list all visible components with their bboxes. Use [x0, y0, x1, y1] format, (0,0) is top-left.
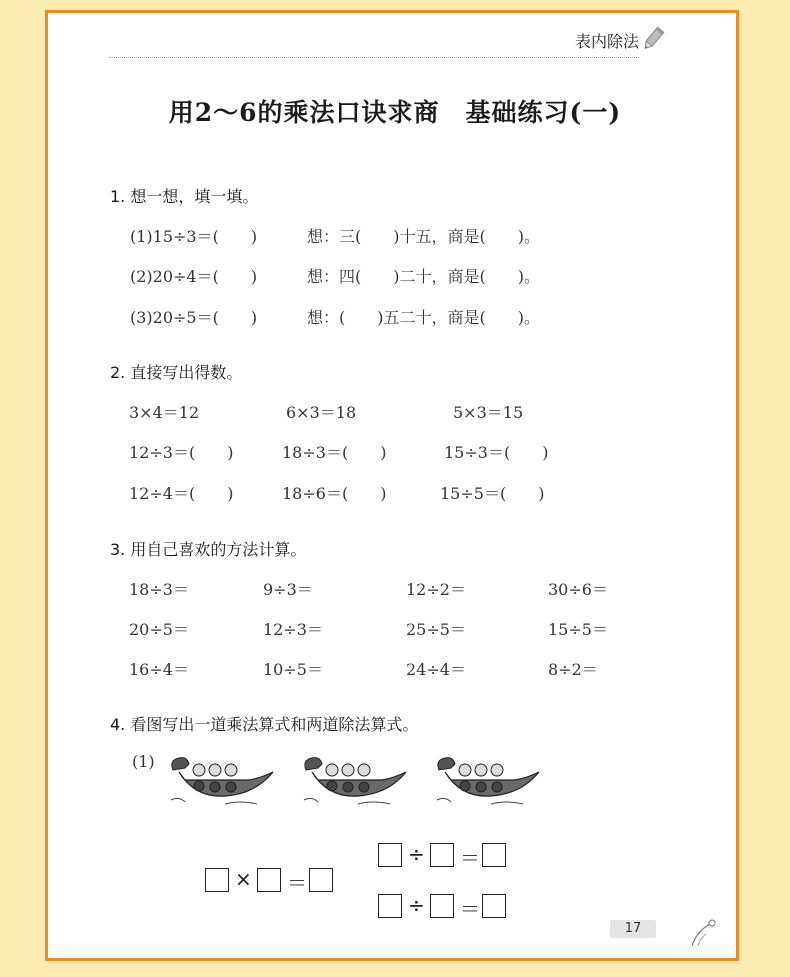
q2-cell: 6×3＝18 [286, 403, 357, 422]
equals-sign: ＝ [460, 897, 480, 921]
question-3-heading: 3. 用自己喜欢的方法计算。 [110, 540, 307, 559]
section-title: 表内除法 [574, 32, 639, 51]
q2-cell: 15÷5＝( ) [440, 484, 545, 503]
swirl-icon [688, 918, 718, 948]
q3-cell: 9÷3＝ [263, 580, 313, 599]
q2-cell: 12÷3＝( ) [129, 443, 234, 462]
question-2-heading: 2. 直接写出得数。 [110, 363, 243, 382]
equals-sign: ＝ [287, 871, 307, 895]
answer-box[interactable] [205, 868, 229, 892]
pencil-icon [641, 26, 665, 52]
answer-box[interactable] [482, 843, 506, 867]
q3-cell: 20÷5＝ [129, 620, 189, 639]
answer-box[interactable] [378, 894, 402, 918]
q1-eq-1: (1)15÷3＝( ) [130, 227, 258, 246]
q3-cell: 12÷3＝ [263, 620, 323, 639]
header-divider [109, 57, 639, 58]
page-number: 17 [610, 920, 656, 938]
answer-box[interactable] [257, 868, 281, 892]
answer-box[interactable] [430, 843, 454, 867]
q2-cell: 18÷6＝( ) [282, 484, 387, 503]
dragon-boat-icon [431, 750, 546, 810]
q1-eq-2: (2)20÷4＝( ) [130, 267, 258, 286]
q3-cell: 12÷2＝ [406, 580, 466, 599]
q3-cell: 18÷3＝ [129, 580, 189, 599]
page-title: 用2～6的乘法口诀求商 基础练习(一) [168, 98, 622, 127]
q2-cell: 15÷3＝( ) [444, 443, 549, 462]
dragon-boat-icon [165, 750, 280, 810]
answer-box[interactable] [482, 894, 506, 918]
section-header [109, 26, 689, 62]
q1-hint-1: 想：三( )十五，商是( )。 [307, 227, 540, 246]
question-1-heading: 1. 想一想，填一填。 [110, 187, 259, 206]
q3-cell: 15÷5＝ [548, 620, 608, 639]
divide-sign: ÷ [408, 893, 425, 917]
times-sign: × [235, 867, 252, 891]
q3-cell: 25÷5＝ [406, 620, 466, 639]
answer-box[interactable] [378, 843, 402, 867]
q3-cell: 16÷4＝ [129, 660, 189, 679]
q1-hint-3: 想：( )五二十，商是( )。 [307, 308, 540, 327]
q2-cell: 12÷4＝( ) [129, 484, 234, 503]
divide-sign: ÷ [408, 842, 425, 866]
q3-cell: 10÷5＝ [263, 660, 323, 679]
q3-cell: 8÷2＝ [548, 660, 598, 679]
answer-box[interactable] [430, 894, 454, 918]
q1-hint-2: 想：四( )二十，商是( )。 [307, 267, 540, 286]
dragon-boat-icon [298, 750, 413, 810]
question-4-heading: 4. 看图写出一道乘法算式和两道除法算式。 [110, 715, 419, 734]
answer-box[interactable] [309, 868, 333, 892]
q2-cell: 5×3＝15 [453, 403, 524, 422]
q3-cell: 24÷4＝ [406, 660, 466, 679]
q1-eq-3: (3)20÷5＝( ) [130, 308, 258, 327]
q2-cell: 18÷3＝( ) [282, 443, 387, 462]
q2-cell: 3×4＝12 [129, 403, 200, 422]
q4-label: (1) [132, 752, 155, 771]
q3-cell: 30÷6＝ [548, 580, 608, 599]
equals-sign: ＝ [460, 846, 480, 870]
